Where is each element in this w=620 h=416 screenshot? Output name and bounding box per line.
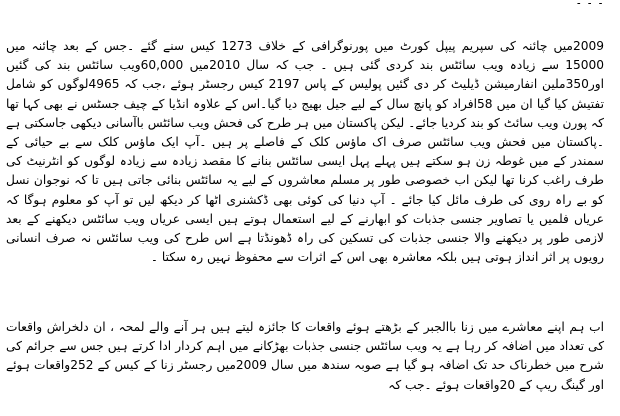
previous-text-fragment: ۔ ۔ ۔ [575, 0, 604, 7]
paragraph-pornography-websites: 2009میں چائنہ کی سپریم پیپل کورٹ میں پورنوگرافی کے خلاف 1273 کیس سنے گئے ۔جس کے بعد چائنہ میں 15000 سے زیادہ ویب سائٹس بند کردی گئی ہیں ۔ جب کہ سال 2010میں 60,000ویب سائٹس بند کی گئیں اور350ملین انفارمیشن ڈیلیٹ کر دی گئیں پولیس کے پاس 2197 کیس رجسٹر ہوئے ،جب کہ 4965لوگوں کو شامل تفتیش کیا گیا ان میں 58افراد کو پانچ سال کے لیے جیل بھیج دیا گیا۔اس کے علاوہ انڈیا کے چیف جسٹس نے بھی کہا تھا کہ پورن ویب سائٹ کو بند کردیا جائے۔ لیکن پاکستان میں ہر طرح کی فحش ویب سائٹس باآسانی دیکھی جاسکتی ہے ۔پاکستان میں فحش ویب سائٹس صرف اک ماؤس کلک کے فاصلے پر ہیں ۔آپ ایک ماؤس کلک سے بے حیائی کے سمندر کے میں غوطہ زن ہو سکتے ہیں پہلے پہل ایسی سائٹس بنانے کا مقصد زیادہ سے زیادہ لوگوں کو انٹرنیٹ کی طرف راغب کرنا تھا لیکن اب خصوصی طور پر مسلم معاشروں کے لیے یہ سائٹس بنائی جاتی ہیں تا کہ نوجوان نسل کو بے راہ روی کی طرف مائل کیا جائے ۔ آپ دنیا کی کوئی بھی ڈکشنری اٹھا کر دیکھ لیں تو آپ کو معلوم ہوگا کہ عریاں فلمیں یا تصاویر جنسی جذبات کو ابھارنے کے لیے استعمال ہوتے ہیں ایسی عریاں ویب سائٹس دیکھنے کے بعد لازمی طور پر دیکھنے والا جنسی جذبات کی تسکین کی راہ ڈھونڈتا ہے اس طرح کی ویب سائٹس نہ صرف انسانی رویوں پر اثر انداز ہوتی ہیں بلکہ معاشرہ بھی اس کے اثرات سے محفوظ نہیں رہ سکتا ۔ [6, 39, 604, 265]
paragraph-rape-statistics: اب ہم اپنے معاشرے میں زنا باالجبر کے بڑھتے ہوئے واقعات کا جائزہ لیتے ہیں ہر آنے والے لمحہ ، ان دلخراش واقعات کی تعداد میں اضافہ کر رہا ہے یہ ویب سائٹس جنسی جذبات بھڑکانے میں اہم کردار ادا کرتے ہیں جس سے جرائم کی شرح میں خطرناک حد تک اضافہ ہو گیا ہے صوبہ سندھ میں سال 2009میں رجسٹر زنا کے کیس کے 252واقعات ہوئے اور گینگ ریپ کے 20واقعات ہوئے ۔جب کہ [6, 320, 605, 392]
